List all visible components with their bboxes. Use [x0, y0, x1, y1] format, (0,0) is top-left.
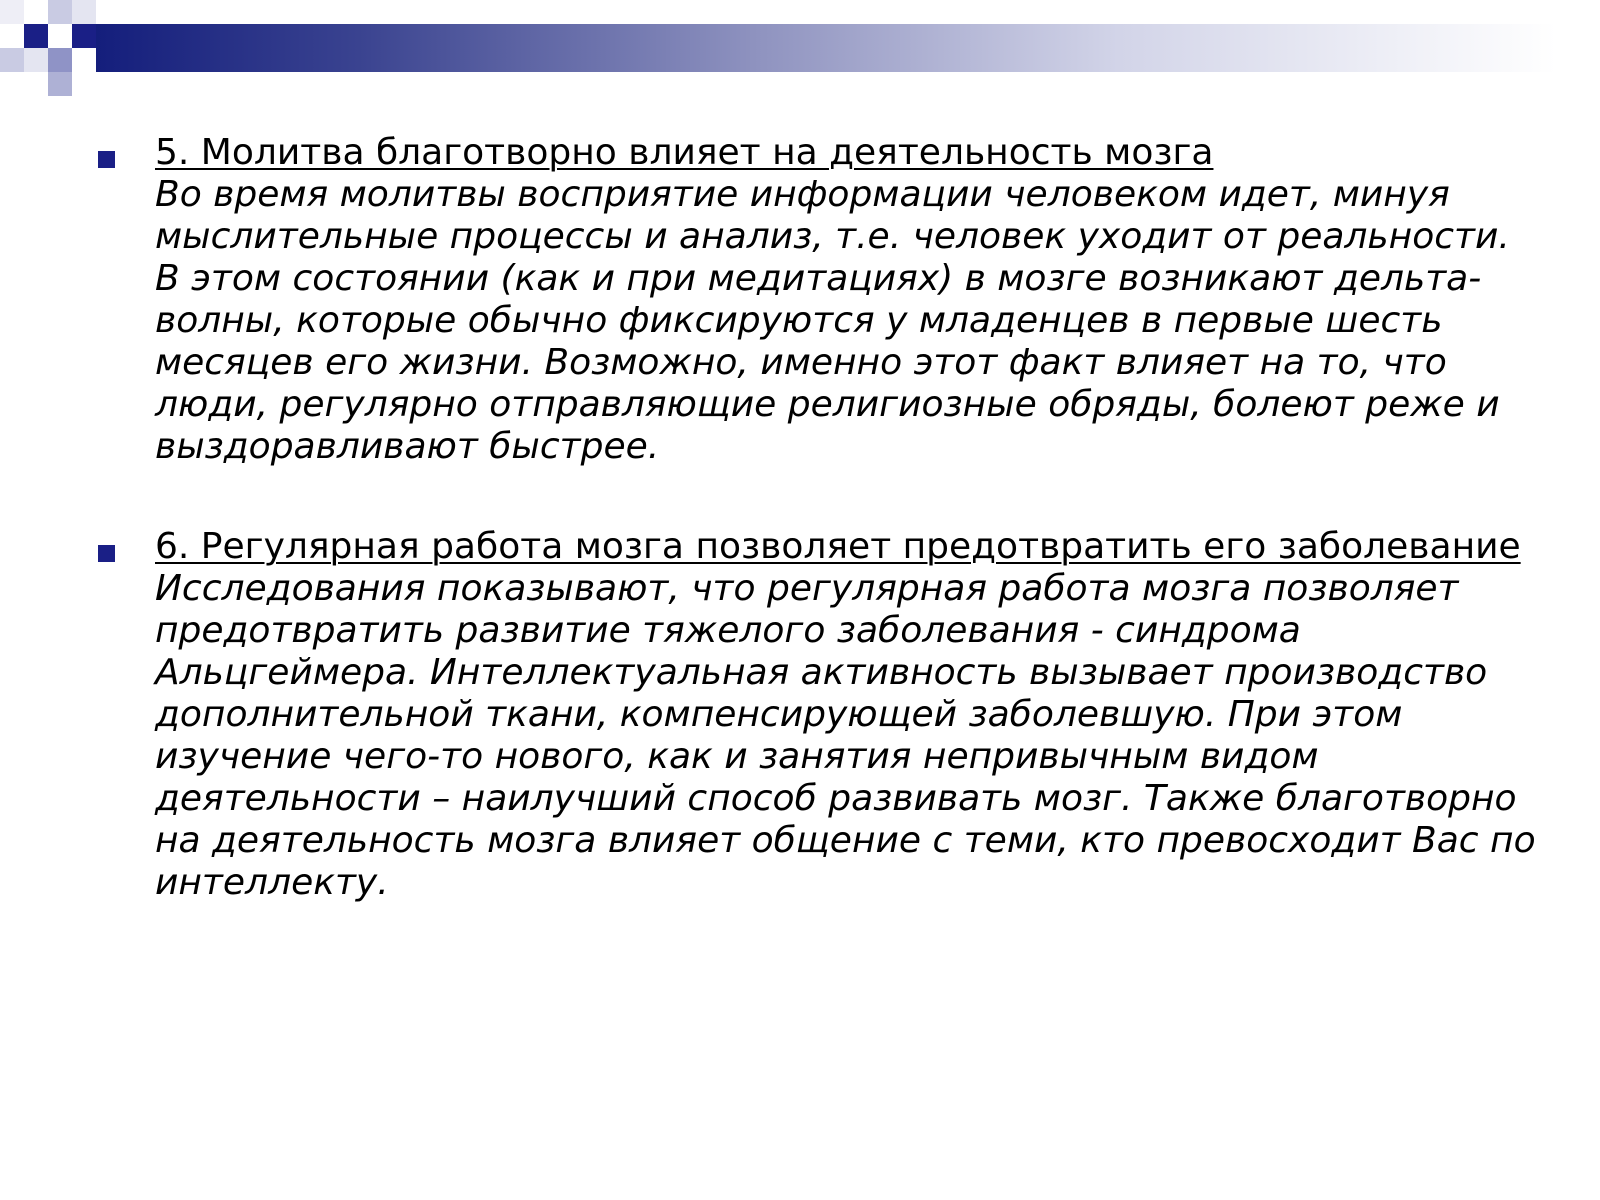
slide-content [98, 132, 1538, 904]
decor-square [0, 0, 24, 24]
bullet-item-title: 6. Регулярная работа мозга позволяет предотвратить его заболевание [155, 526, 1521, 567]
decor-square [24, 24, 48, 48]
square-bullet-icon [98, 545, 115, 562]
bullet-item-text: Исследования показывают, что регулярная работа мозга позволяет предотвратить развитие тяжелого заболевания - синдрома Альцгеймера. Интеллектуальная активность вызывает производство дополнительной ткани, компенсирующей заболевшую. При этом изучение чего-то нового, как и занятия непривычным видом деятельности – наилучший способ развивать мозг. Также благотворно на деятельность мозга влияет общение с теми, кто превосходит Вас по интеллекту. [155, 568, 1536, 903]
decor-square [0, 48, 24, 72]
decor-square [48, 0, 72, 24]
bullet-item-5 [98, 132, 1538, 468]
bullet-item-text: Во время молитвы восприятие информации человеком идет, минуя мыслительные процессы и анализ, т.е. человек уходит от реальности. В этом состоянии (как и при медитациях) в мозге возникают дельта-волны, которые обычно фиксируются у младенцев в первые шесть месяцев его жизни. Возможно, именно этот факт влияет на то, что люди, регулярно отправляющие религиозные обряды, болеют реже и выздоравливают быстрее. [155, 174, 1510, 467]
bullet-item-body [155, 132, 1538, 468]
header-gradient-band [96, 24, 1556, 72]
decor-square [24, 48, 48, 72]
bullet-item-title: 5. Молитва благотворно влияет на деятельность мозга [155, 132, 1214, 173]
decor-square [48, 72, 72, 96]
square-bullet-icon [98, 151, 115, 168]
decor-square [72, 0, 96, 24]
bullet-item-6 [98, 526, 1538, 904]
bullet-item-body [155, 526, 1538, 904]
decor-square [72, 24, 96, 48]
decor-square [48, 48, 72, 72]
